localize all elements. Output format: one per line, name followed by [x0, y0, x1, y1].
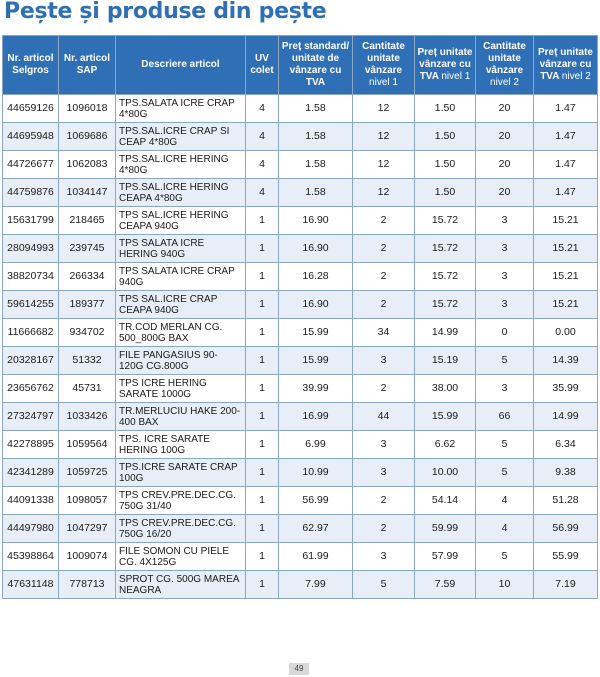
selgros-number: 44659126 [3, 95, 59, 123]
quantity-level-2: 10 [476, 571, 534, 599]
column-header [246, 36, 279, 95]
quantity-level-1: 2 [353, 207, 415, 235]
sap-number: 1098057 [59, 487, 116, 515]
price-level-1: 7.59 [415, 571, 476, 599]
price-level-1: 1.50 [415, 179, 476, 207]
column-header-label: Preț unitate vânzare cu TVA [537, 47, 593, 82]
quantity-level-2: 20 [476, 179, 534, 207]
quantity-level-1: 44 [353, 403, 415, 431]
selgros-number: 44726677 [3, 151, 59, 179]
sap-number: 239745 [59, 235, 116, 263]
standard-price: 6.99 [279, 431, 353, 459]
description: TPS CREV.PRE.DEC.CG. 750G 31/40 [116, 487, 246, 515]
table-row [3, 571, 598, 599]
quantity-level-1: 2 [353, 235, 415, 263]
table-row [3, 403, 598, 431]
package-units: 1 [246, 263, 279, 291]
price-level-2: 15.21 [534, 207, 598, 235]
selgros-number: 59614255 [3, 291, 59, 319]
selgros-number: 11666682 [3, 319, 59, 347]
price-level-1: 15.19 [415, 347, 476, 375]
price-level-1: 1.50 [415, 123, 476, 151]
standard-price: 16.90 [279, 291, 353, 319]
package-units: 1 [246, 543, 279, 571]
sap-number: 266334 [59, 263, 116, 291]
package-units: 1 [246, 431, 279, 459]
column-header-label: Cantitate unitate vânzare [483, 41, 526, 76]
table-row [3, 515, 598, 543]
price-level-2: 56.99 [534, 515, 598, 543]
standard-price: 15.99 [279, 347, 353, 375]
selgros-number: 44497980 [3, 515, 59, 543]
quantity-level-2: 3 [476, 375, 534, 403]
price-level-1: 54.14 [415, 487, 476, 515]
selgros-number: 45398864 [3, 543, 59, 571]
sap-number: 1009074 [59, 543, 116, 571]
table-row [3, 375, 598, 403]
quantity-level-2: 5 [476, 543, 534, 571]
package-units: 1 [246, 291, 279, 319]
price-level-2: 15.21 [534, 235, 598, 263]
price-level-1: 59.99 [415, 515, 476, 543]
sap-number: 189377 [59, 291, 116, 319]
column-header [415, 36, 476, 95]
column-header [59, 36, 116, 95]
sap-number: 51332 [59, 347, 116, 375]
sap-number: 1033426 [59, 403, 116, 431]
selgros-number: 42341289 [3, 459, 59, 487]
column-header-label: Nr. articol Selgros [7, 53, 54, 76]
package-units: 1 [246, 487, 279, 515]
price-level-2: 1.47 [534, 123, 598, 151]
sap-number: 218465 [59, 207, 116, 235]
package-units: 1 [246, 515, 279, 543]
description: FILE PANGASIUS 90-120G CG.800G [116, 347, 246, 375]
standard-price: 16.90 [279, 207, 353, 235]
page-number: 49 [289, 663, 309, 675]
package-units: 1 [246, 207, 279, 235]
table-row [3, 235, 598, 263]
quantity-level-1: 12 [353, 123, 415, 151]
selgros-number: 27324797 [3, 403, 59, 431]
description: TPS ICRE HERING SARATE 1000G [116, 375, 246, 403]
description: TPS. ICRE SARATE HERING 100G [116, 431, 246, 459]
selgros-number: 38820734 [3, 263, 59, 291]
price-level-2: 1.47 [534, 151, 598, 179]
price-level-1: 15.72 [415, 235, 476, 263]
description: TPS CREV.PRE.DEC.CG. 750G 16/20 [116, 515, 246, 543]
table-row [3, 543, 598, 571]
table-row [3, 95, 598, 123]
description: TPS.SAL.ICRE HERING 4*80G [116, 151, 246, 179]
sap-number: 1059725 [59, 459, 116, 487]
standard-price: 39.99 [279, 375, 353, 403]
quantity-level-2: 3 [476, 207, 534, 235]
quantity-level-2: 3 [476, 291, 534, 319]
package-units: 4 [246, 179, 279, 207]
price-level-2: 1.47 [534, 95, 598, 123]
standard-price: 61.99 [279, 543, 353, 571]
package-units: 4 [246, 123, 279, 151]
table-row [3, 151, 598, 179]
column-header [279, 36, 353, 95]
price-level-1: 15.72 [415, 263, 476, 291]
column-header [116, 36, 246, 95]
quantity-level-2: 5 [476, 431, 534, 459]
table-row [3, 347, 598, 375]
table-row [3, 319, 598, 347]
sap-number: 1047297 [59, 515, 116, 543]
quantity-level-1: 3 [353, 431, 415, 459]
price-level-2: 9.38 [534, 459, 598, 487]
quantity-level-2: 20 [476, 95, 534, 123]
package-units: 1 [246, 235, 279, 263]
column-header-label: Preț unitate vânzare cu TVA [417, 47, 473, 82]
price-level-2: 0.00 [534, 319, 598, 347]
table-row [3, 263, 598, 291]
table-row [3, 291, 598, 319]
quantity-level-2: 3 [476, 235, 534, 263]
package-units: 1 [246, 403, 279, 431]
quantity-level-1: 2 [353, 487, 415, 515]
column-header [3, 36, 59, 95]
quantity-level-1: 2 [353, 263, 415, 291]
quantity-level-2: 3 [476, 263, 534, 291]
description: SPROT CG. 500G MAREA NEAGRA [116, 571, 246, 599]
price-level-1: 15.99 [415, 403, 476, 431]
quantity-level-1: 2 [353, 515, 415, 543]
description: TPS SAL.ICRE HERING CEAPA 940G [116, 207, 246, 235]
standard-price: 16.90 [279, 235, 353, 263]
quantity-level-1: 3 [353, 543, 415, 571]
standard-price: 10.99 [279, 459, 353, 487]
package-units: 1 [246, 571, 279, 599]
table-row [3, 207, 598, 235]
sap-number: 1096018 [59, 95, 116, 123]
price-level-2: 1.47 [534, 179, 598, 207]
description: TR.COD MERLAN CG. 500_800G BAX [116, 319, 246, 347]
price-level-1: 57.99 [415, 543, 476, 571]
price-level-2: 6.34 [534, 431, 598, 459]
quantity-level-2: 5 [476, 459, 534, 487]
table-header-row [3, 36, 598, 95]
column-header-label: Nr. articol SAP [63, 53, 111, 76]
quantity-level-2: 5 [476, 347, 534, 375]
quantity-level-2: 4 [476, 515, 534, 543]
selgros-number: 28094993 [3, 235, 59, 263]
price-level-1: 1.50 [415, 151, 476, 179]
standard-price: 56.99 [279, 487, 353, 515]
quantity-level-1: 2 [353, 291, 415, 319]
selgros-number: 15631799 [3, 207, 59, 235]
standard-price: 1.58 [279, 151, 353, 179]
selgros-number: 44091338 [3, 487, 59, 515]
column-header-level: nivel 2 [490, 77, 519, 88]
quantity-level-1: 12 [353, 179, 415, 207]
price-level-1: 10.00 [415, 459, 476, 487]
standard-price: 1.58 [279, 95, 353, 123]
description: TPS.SAL.ICRE CRAP SI CEAP 4*80G [116, 123, 246, 151]
selgros-number: 42278895 [3, 431, 59, 459]
column-header [476, 36, 534, 95]
column-header-label: Preț standard/ unitate de vânzare cu TVA [281, 41, 350, 88]
package-units: 4 [246, 151, 279, 179]
table-row [3, 431, 598, 459]
table-row [3, 487, 598, 515]
selgros-number: 23656762 [3, 375, 59, 403]
price-level-2: 51.28 [534, 487, 598, 515]
description: TPS.SAL.ICRE HERING CEAPA 4*80G [116, 179, 246, 207]
package-units: 1 [246, 375, 279, 403]
selgros-number: 44695948 [3, 123, 59, 151]
sap-number: 1059564 [59, 431, 116, 459]
quantity-level-1: 12 [353, 95, 415, 123]
column-header-label: Cantitate unitate vânzare [362, 41, 405, 76]
price-level-1: 15.72 [415, 291, 476, 319]
quantity-level-1: 12 [353, 151, 415, 179]
column-header-label: UV colet [250, 53, 274, 76]
sap-number: 1069686 [59, 123, 116, 151]
standard-price: 16.28 [279, 263, 353, 291]
description: TPS.ICRE SARATE CRAP 100G [116, 459, 246, 487]
quantity-level-1: 34 [353, 319, 415, 347]
sap-number: 1034147 [59, 179, 116, 207]
sap-number: 45731 [59, 375, 116, 403]
table-row [3, 179, 598, 207]
price-level-2: 7.19 [534, 571, 598, 599]
description: TR.MERLUCIU HAKE 200-400 BAX [116, 403, 246, 431]
column-header-level: nivel 1 [441, 71, 471, 82]
description: TPS.SALATA ICRE CRAP 4*80G [116, 95, 246, 123]
quantity-level-1: 3 [353, 459, 415, 487]
selgros-number: 47631148 [3, 571, 59, 599]
standard-price: 1.58 [279, 123, 353, 151]
standard-price: 62.97 [279, 515, 353, 543]
quantity-level-1: 2 [353, 375, 415, 403]
description: TPS SAL.ICRE CRAP CEAPA 940G [116, 291, 246, 319]
price-level-1: 38.00 [415, 375, 476, 403]
price-table [2, 35, 598, 599]
selgros-number: 44759876 [3, 179, 59, 207]
price-level-2: 35.99 [534, 375, 598, 403]
table-row [3, 123, 598, 151]
sap-number: 1062083 [59, 151, 116, 179]
price-level-2: 55.99 [534, 543, 598, 571]
column-header [534, 36, 598, 95]
price-level-2: 14.39 [534, 347, 598, 375]
quantity-level-2: 4 [476, 487, 534, 515]
column-header-level: nivel 2 [561, 71, 591, 82]
sap-number: 934702 [59, 319, 116, 347]
package-units: 1 [246, 319, 279, 347]
price-level-1: 15.72 [415, 207, 476, 235]
standard-price: 7.99 [279, 571, 353, 599]
package-units: 4 [246, 95, 279, 123]
quantity-level-2: 20 [476, 151, 534, 179]
price-level-2: 15.21 [534, 291, 598, 319]
standard-price: 16.99 [279, 403, 353, 431]
column-header-level: nivel 1 [369, 77, 398, 88]
price-level-2: 14.99 [534, 403, 598, 431]
price-level-1: 14.99 [415, 319, 476, 347]
package-units: 1 [246, 459, 279, 487]
description: TPS SALATA ICRE CRAP 940G [116, 263, 246, 291]
quantity-level-1: 5 [353, 571, 415, 599]
column-header-label: Descriere articol [141, 59, 220, 70]
page-title: Pește și produse din pește [4, 0, 327, 24]
description: FILE SOMON CU PIELE CG. 4X125G [116, 543, 246, 571]
standard-price: 1.58 [279, 179, 353, 207]
selgros-number: 20328167 [3, 347, 59, 375]
price-level-2: 15.21 [534, 263, 598, 291]
package-units: 1 [246, 347, 279, 375]
sap-number: 778713 [59, 571, 116, 599]
column-header [353, 36, 415, 95]
price-level-1: 1.50 [415, 95, 476, 123]
table-body [3, 95, 598, 599]
quantity-level-1: 3 [353, 347, 415, 375]
description: TPS SALATA ICRE HERING 940G [116, 235, 246, 263]
price-level-1: 6.62 [415, 431, 476, 459]
quantity-level-2: 0 [476, 319, 534, 347]
quantity-level-2: 20 [476, 123, 534, 151]
standard-price: 15.99 [279, 319, 353, 347]
quantity-level-2: 66 [476, 403, 534, 431]
table-row [3, 459, 598, 487]
